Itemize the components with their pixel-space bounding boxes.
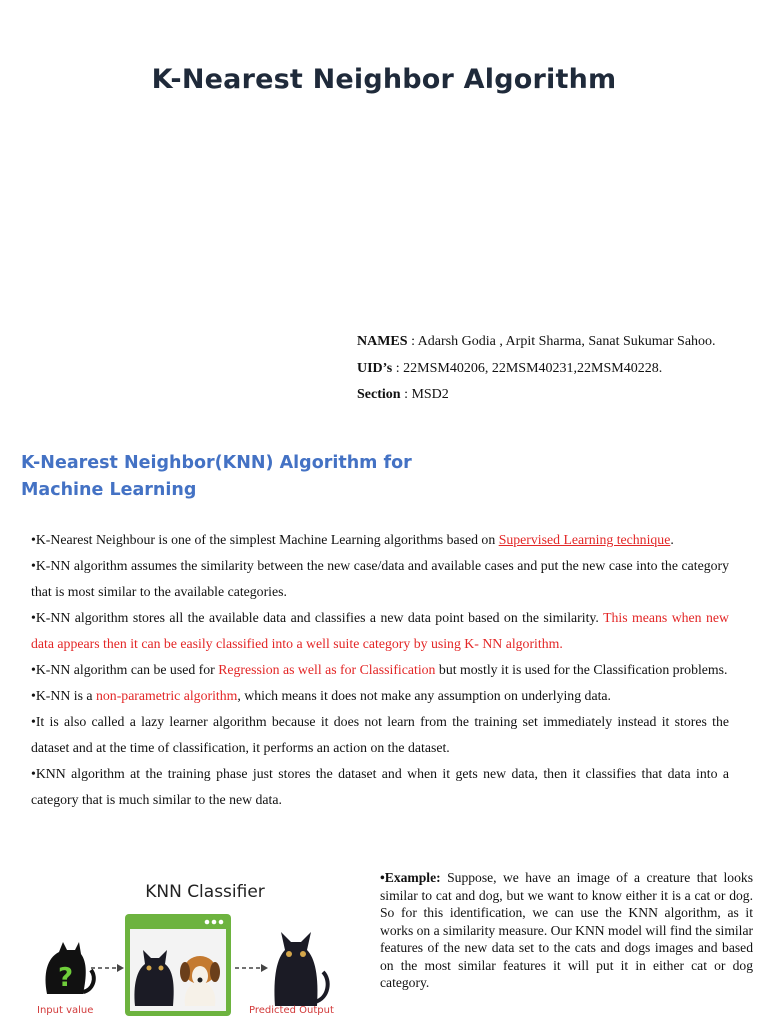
figure-title: KNN Classifier <box>145 882 265 902</box>
section-line <box>357 382 716 409</box>
bullet-6: •It is also called a lazy learner algorithm because it does not learn from the training set immediately instead it stores the dataset and at the time of classification, it performs an action on the dataset. <box>31 714 729 755</box>
svg-text:?: ? <box>58 963 74 993</box>
names-value: : Adarsh Godia , Arpit Sharma, Sanat Sukumar Sahoo. <box>407 334 716 349</box>
input-caption: Input value <box>37 1005 94 1016</box>
bullet-5-end: , which means it does not make any assumption on underlying data. <box>237 688 611 703</box>
bullet-list <box>31 527 729 813</box>
bullet-1-text: •K-Nearest Neighbour is one of the simplest Machine Learning algorithms based on <box>31 532 499 547</box>
section-value: : MSD2 <box>400 387 449 402</box>
bullet-2: •K-NN algorithm assumes the similarity between the new case/data and available cases and put the new case into the category that is most similar to the available categories. <box>31 558 729 599</box>
names-line <box>357 329 716 356</box>
input-cat-icon <box>46 942 94 994</box>
bullet-3 <box>31 605 729 657</box>
bullet-5-highlight: non-parametric algorithm <box>96 688 238 703</box>
bullet-3-text: •K-NN algorithm stores all the available data and classifies a new data point based on the similarity. <box>31 610 604 625</box>
input-arrow-icon <box>91 964 124 972</box>
heading-line-1: K-Nearest Neighbor(KNN) Algorithm for <box>21 453 412 473</box>
bullet-3-highlight: This means when new data appears then it can be easily classified into a well suite category by using K- NN algorithm. <box>31 610 729 651</box>
page-title: K-Nearest Neighbor Algorithm <box>151 64 617 95</box>
output-arrow-icon <box>235 964 268 972</box>
example-paragraph <box>380 869 753 992</box>
dog-icon <box>180 956 220 1006</box>
bullet-1 <box>31 527 729 553</box>
uid-label: UID’s <box>357 360 393 376</box>
bullet-4-text: •K-NN algorithm can be used for <box>31 662 219 677</box>
example-label: •Example: <box>380 870 441 885</box>
bullet-7: •KNN algorithm at the training phase just stores the dataset and when it gets new data, then it classifies that data into a category that is much similar to the new data. <box>31 766 729 807</box>
supervised-learning-link[interactable]: Supervised Learning technique <box>498 532 671 547</box>
bullet-4-highlight: Regression as well as for Classification <box>218 662 436 677</box>
heading-line-2: Machine Learning <box>21 480 197 500</box>
bullet-1-end: . <box>670 532 674 547</box>
section-label: Section <box>357 387 401 402</box>
author-info <box>357 329 716 409</box>
bullet-4 <box>31 657 729 683</box>
bullet-5-text: •K-NN is a <box>31 688 96 703</box>
figure-graphic <box>25 866 355 1022</box>
classifier-box <box>125 914 231 1016</box>
knn-classifier-figure <box>25 866 355 1022</box>
bullet-5 <box>31 683 729 709</box>
uid-value: : 22MSM40206, 22MSM40231,22MSM40228. <box>392 360 663 376</box>
uid-line <box>357 356 716 383</box>
names-label: NAMES <box>357 334 408 349</box>
example-text: Suppose, we have an image of a creature that looks similar to cat and dog, but we want to know either it is a cat or dog. So for this identification, we can use the KNN algorithm, as it works on a similarity measure. Our KNN model will find the similar features of the new data set to the cats and dogs images and based on the most similar features it will put it in either cat or dog category. <box>380 870 754 990</box>
output-cat-icon <box>274 932 327 1006</box>
output-caption: Predicted Output <box>249 1005 334 1016</box>
bullet-4-end: but mostly it is used for the Classification problems. <box>435 662 728 677</box>
section-heading <box>21 450 441 504</box>
